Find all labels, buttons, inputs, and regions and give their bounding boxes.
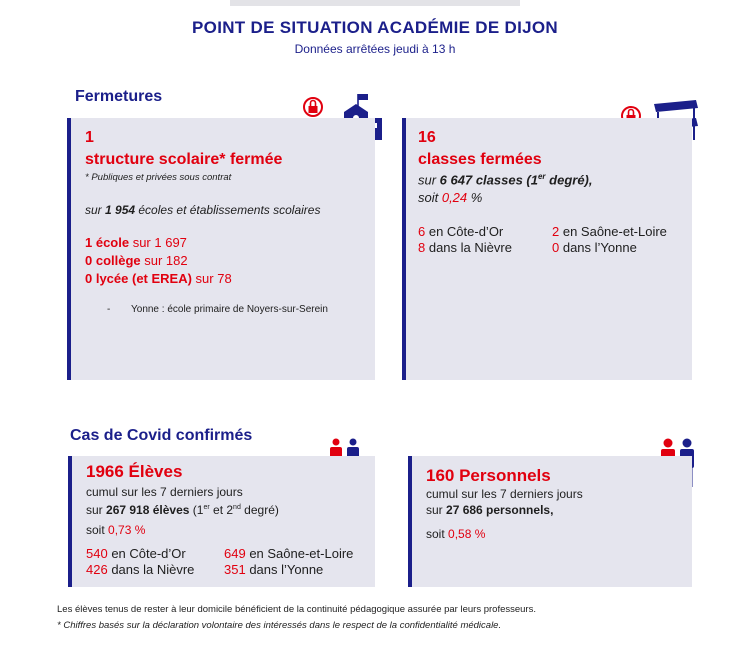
- classes-count: 16: [418, 129, 436, 146]
- structures-count: 1: [85, 129, 94, 146]
- page-title: POINT DE SITUATION ACADÉMIE DE DIJON: [192, 18, 558, 37]
- eleves-dept-nievre: 426 dans la Nièvre: [86, 562, 195, 577]
- top-banner-strip: [230, 0, 520, 6]
- lycees-line: 0 lycée (et EREA) sur 78: [85, 271, 232, 286]
- structures-total: sur 1 954 écoles et établissements scolaires: [85, 203, 321, 217]
- personnels-total: sur 27 686 personnels,: [426, 503, 554, 517]
- card-personnels: [408, 456, 692, 587]
- eleves-headline: 1966 Élèves: [86, 462, 183, 481]
- footer-note-chiffres: * Chiffres basés sur la déclaration volontaire des intéressés dans le respect de la confidentialité médicale.: [57, 620, 502, 631]
- colleges-line: 0 collège sur 182: [85, 253, 188, 268]
- eleves-dept-saone-et-loire: 649 en Saône-et-Loire: [224, 546, 354, 561]
- card-structures-fermees: [67, 118, 375, 380]
- structures-note: * Publiques et privées sous contrat: [85, 172, 232, 183]
- personnels-taux: soit 0,58 %: [426, 527, 486, 541]
- detail-text: Yonne : école primaire de Noyers-sur-Serein: [131, 304, 328, 315]
- personnels-headline: 160 Personnels: [426, 466, 551, 485]
- structures-label: structure scolaire* fermée: [85, 151, 283, 168]
- classes-dept-cote-dor: 6 en Côte-d’Or: [418, 224, 504, 239]
- detail-bullet: -: [107, 304, 111, 315]
- eleves-dept-cote-dor: 540 en Côte-d’Or: [86, 546, 186, 561]
- personnels-cumul: cumul sur les 7 derniers jours: [426, 487, 583, 501]
- eleves-cumul: cumul sur les 7 derniers jours: [86, 485, 243, 499]
- classes-label: classes fermées: [418, 151, 542, 168]
- card-classes-fermees: [402, 118, 692, 380]
- section-fermetures-title: Fermetures: [75, 88, 163, 105]
- eleves-total: sur 267 918 élèves (1er et 2nd degré): [86, 503, 279, 517]
- classes-total: sur 6 647 classes (1er degré),: [418, 172, 593, 188]
- classes-dept-yonne: 0 dans l’Yonne: [552, 240, 637, 255]
- footer-note-continuite: Les élèves tenus de rester à leur domicile bénéficient de la continuité pédagogique assurée par leurs professeurs.: [57, 604, 536, 615]
- page-subtitle: Données arrêtées jeudi à 13 h: [294, 42, 456, 56]
- section-covid-title: Cas de Covid confirmés: [70, 427, 253, 444]
- eleves-taux: soit 0,73 %: [86, 523, 146, 537]
- classes-taux: soit 0,24 %: [418, 190, 483, 205]
- card-eleves: [68, 456, 375, 587]
- classes-dept-nievre: 8 dans la Nièvre: [418, 240, 512, 255]
- classes-dept-saone-et-loire: 2 en Saône-et-Loire: [552, 224, 667, 239]
- ecoles-line: 1 école sur 1 697: [85, 235, 187, 250]
- eleves-dept-yonne: 351 dans l’Yonne: [224, 562, 324, 577]
